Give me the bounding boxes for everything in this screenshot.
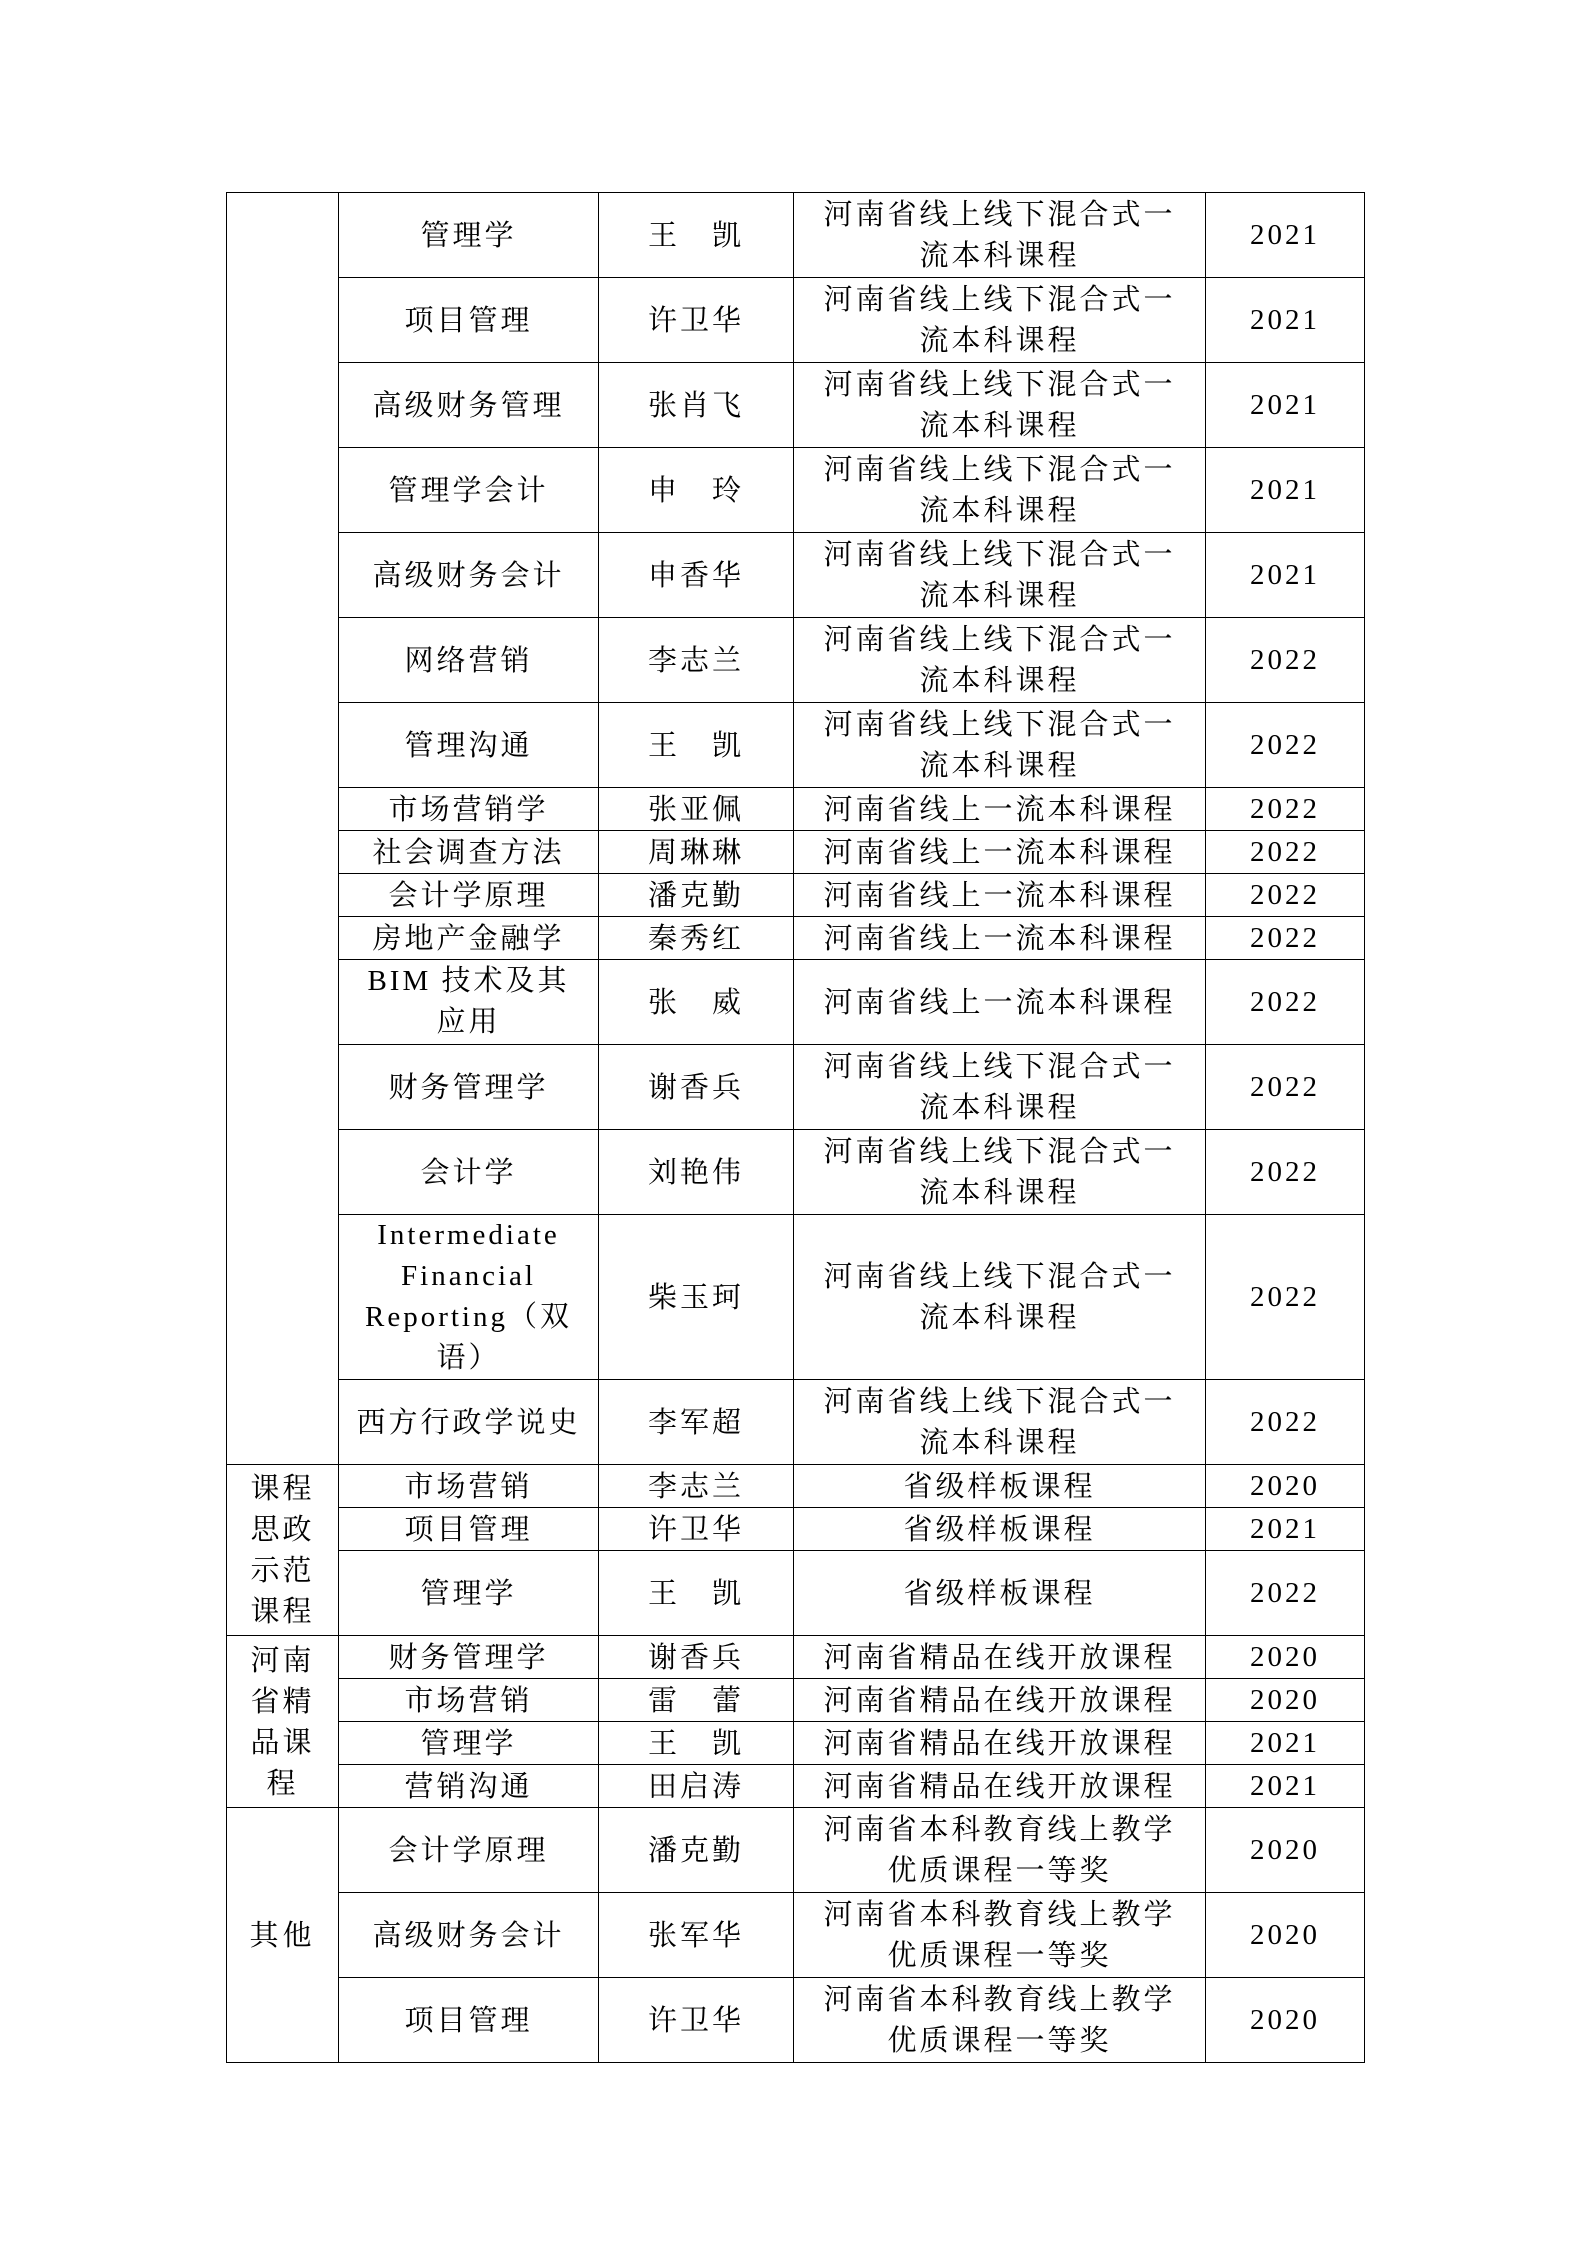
course-cell: 项目管理 <box>339 278 599 363</box>
year-cell: 2022 <box>1206 917 1365 960</box>
level-cell: 河南省线上线下混合式一流本科课程 <box>794 448 1206 533</box>
course-cell: 房地产金融学 <box>339 917 599 960</box>
course-cell: 管理学会计 <box>339 448 599 533</box>
year-cell: 2022 <box>1206 1045 1365 1130</box>
level-cell: 河南省线上一流本科课程 <box>794 788 1206 831</box>
level-cell: 河南省线上线下混合式一流本科课程 <box>794 1215 1206 1380</box>
teacher-cell: 田启涛 <box>599 1765 794 1808</box>
teacher-cell: 申香华 <box>599 533 794 618</box>
year-cell: 2020 <box>1206 1978 1365 2063</box>
course-cell: 高级财务会计 <box>339 1893 599 1978</box>
course-cell: BIM 技术及其应用 <box>339 960 599 1045</box>
teacher-cell: 柴玉珂 <box>599 1215 794 1380</box>
category-cell: 课程思政示范课程 <box>227 1465 339 1636</box>
teacher-cell: 李军超 <box>599 1380 794 1465</box>
year-cell: 2022 <box>1206 788 1365 831</box>
level-cell: 河南省本科教育线上教学优质课程一等奖 <box>794 1893 1206 1978</box>
level-cell: 河南省线上线下混合式一流本科课程 <box>794 1130 1206 1215</box>
teacher-cell: 李志兰 <box>599 618 794 703</box>
teacher-cell: 许卫华 <box>599 278 794 363</box>
course-cell: 高级财务会计 <box>339 533 599 618</box>
course-cell: 网络营销 <box>339 618 599 703</box>
category-cell: 河南省精品课程 <box>227 1636 339 1808</box>
course-cell: 西方行政学说史 <box>339 1380 599 1465</box>
year-cell: 2022 <box>1206 1380 1365 1465</box>
table-row <box>227 1636 1365 1679</box>
course-cell: 会计学 <box>339 1130 599 1215</box>
course-cell: 社会调查方法 <box>339 831 599 874</box>
level-cell: 省级样板课程 <box>794 1508 1206 1551</box>
table-row <box>227 363 1365 448</box>
table-row <box>227 1215 1365 1380</box>
course-cell: 管理学 <box>339 193 599 278</box>
category-cell: 其他 <box>227 1808 339 2063</box>
teacher-cell: 周琳琳 <box>599 831 794 874</box>
teacher-cell: 许卫华 <box>599 1978 794 2063</box>
level-cell: 河南省线上线下混合式一流本科课程 <box>794 193 1206 278</box>
table-row <box>227 917 1365 960</box>
table-row <box>227 831 1365 874</box>
course-cell: 财务管理学 <box>339 1636 599 1679</box>
teacher-cell: 许卫华 <box>599 1508 794 1551</box>
teacher-cell: 王 凯 <box>599 703 794 788</box>
table-body <box>227 193 1365 2063</box>
teacher-cell: 张肖飞 <box>599 363 794 448</box>
table-row <box>227 1465 1365 1508</box>
year-cell: 2022 <box>1206 874 1365 917</box>
table-row <box>227 1722 1365 1765</box>
table-row <box>227 1808 1365 1893</box>
table-row <box>227 193 1365 278</box>
year-cell: 2021 <box>1206 1508 1365 1551</box>
year-cell: 2022 <box>1206 1130 1365 1215</box>
level-cell: 河南省精品在线开放课程 <box>794 1636 1206 1679</box>
course-cell: 财务管理学 <box>339 1045 599 1130</box>
year-cell: 2022 <box>1206 960 1365 1045</box>
level-cell: 河南省本科教育线上教学优质课程一等奖 <box>794 1808 1206 1893</box>
teacher-cell: 刘艳伟 <box>599 1130 794 1215</box>
teacher-cell: 张亚佩 <box>599 788 794 831</box>
table-row <box>227 1765 1365 1808</box>
level-cell: 省级样板课程 <box>794 1465 1206 1508</box>
year-cell: 2022 <box>1206 703 1365 788</box>
year-cell: 2020 <box>1206 1636 1365 1679</box>
course-cell: 会计学原理 <box>339 1808 599 1893</box>
table-row <box>227 533 1365 618</box>
table-row <box>227 1508 1365 1551</box>
level-cell: 河南省线上线下混合式一流本科课程 <box>794 1045 1206 1130</box>
level-cell: 河南省线上线下混合式一流本科课程 <box>794 1380 1206 1465</box>
table-row <box>227 1978 1365 2063</box>
level-cell: 省级样板课程 <box>794 1551 1206 1636</box>
year-cell: 2020 <box>1206 1679 1365 1722</box>
table-row <box>227 960 1365 1045</box>
year-cell: 2022 <box>1206 1551 1365 1636</box>
teacher-cell: 潘克勤 <box>599 874 794 917</box>
year-cell: 2022 <box>1206 1215 1365 1380</box>
teacher-cell: 王 凯 <box>599 1551 794 1636</box>
teacher-cell: 王 凯 <box>599 193 794 278</box>
level-cell: 河南省线上线下混合式一流本科课程 <box>794 533 1206 618</box>
table-row <box>227 788 1365 831</box>
level-cell: 河南省线上一流本科课程 <box>794 917 1206 960</box>
year-cell: 2022 <box>1206 618 1365 703</box>
table-row <box>227 1045 1365 1130</box>
year-cell: 2021 <box>1206 533 1365 618</box>
teacher-cell: 申 玲 <box>599 448 794 533</box>
course-cell: 管理学 <box>339 1722 599 1765</box>
level-cell: 河南省线上一流本科课程 <box>794 960 1206 1045</box>
course-cell: Intermediate Financial Reporting（双语） <box>339 1215 599 1380</box>
teacher-cell: 张 威 <box>599 960 794 1045</box>
year-cell: 2021 <box>1206 1765 1365 1808</box>
year-cell: 2021 <box>1206 193 1365 278</box>
course-cell: 项目管理 <box>339 1508 599 1551</box>
level-cell: 河南省精品在线开放课程 <box>794 1722 1206 1765</box>
course-cell: 项目管理 <box>339 1978 599 2063</box>
course-cell: 管理沟通 <box>339 703 599 788</box>
year-cell: 2022 <box>1206 831 1365 874</box>
teacher-cell: 谢香兵 <box>599 1045 794 1130</box>
level-cell: 河南省精品在线开放课程 <box>794 1679 1206 1722</box>
table-row <box>227 1679 1365 1722</box>
teacher-cell: 秦秀红 <box>599 917 794 960</box>
table-row <box>227 448 1365 533</box>
table-row <box>227 278 1365 363</box>
table-row <box>227 618 1365 703</box>
teacher-cell: 潘克勤 <box>599 1808 794 1893</box>
teacher-cell: 雷 蕾 <box>599 1679 794 1722</box>
course-cell: 市场营销 <box>339 1465 599 1508</box>
course-cell: 市场营销学 <box>339 788 599 831</box>
course-cell: 高级财务管理 <box>339 363 599 448</box>
level-cell: 河南省线上线下混合式一流本科课程 <box>794 363 1206 448</box>
course-cell: 管理学 <box>339 1551 599 1636</box>
level-cell: 河南省本科教育线上教学优质课程一等奖 <box>794 1978 1206 2063</box>
level-cell: 河南省线上一流本科课程 <box>794 831 1206 874</box>
table-row <box>227 1551 1365 1636</box>
category-cell <box>227 193 339 1465</box>
course-cell: 会计学原理 <box>339 874 599 917</box>
year-cell: 2021 <box>1206 1722 1365 1765</box>
course-table <box>226 192 1365 2063</box>
table-row <box>227 703 1365 788</box>
level-cell: 河南省线上一流本科课程 <box>794 874 1206 917</box>
year-cell: 2020 <box>1206 1465 1365 1508</box>
teacher-cell: 王 凯 <box>599 1722 794 1765</box>
level-cell: 河南省线上线下混合式一流本科课程 <box>794 618 1206 703</box>
year-cell: 2020 <box>1206 1808 1365 1893</box>
year-cell: 2020 <box>1206 1893 1365 1978</box>
table-row <box>227 874 1365 917</box>
teacher-cell: 李志兰 <box>599 1465 794 1508</box>
table-row <box>227 1380 1365 1465</box>
level-cell: 河南省线上线下混合式一流本科课程 <box>794 278 1206 363</box>
year-cell: 2021 <box>1206 278 1365 363</box>
course-cell: 市场营销 <box>339 1679 599 1722</box>
level-cell: 河南省精品在线开放课程 <box>794 1765 1206 1808</box>
year-cell: 2021 <box>1206 448 1365 533</box>
teacher-cell: 张军华 <box>599 1893 794 1978</box>
table-row <box>227 1130 1365 1215</box>
year-cell: 2021 <box>1206 363 1365 448</box>
level-cell: 河南省线上线下混合式一流本科课程 <box>794 703 1206 788</box>
table-row <box>227 1893 1365 1978</box>
course-cell: 营销沟通 <box>339 1765 599 1808</box>
teacher-cell: 谢香兵 <box>599 1636 794 1679</box>
